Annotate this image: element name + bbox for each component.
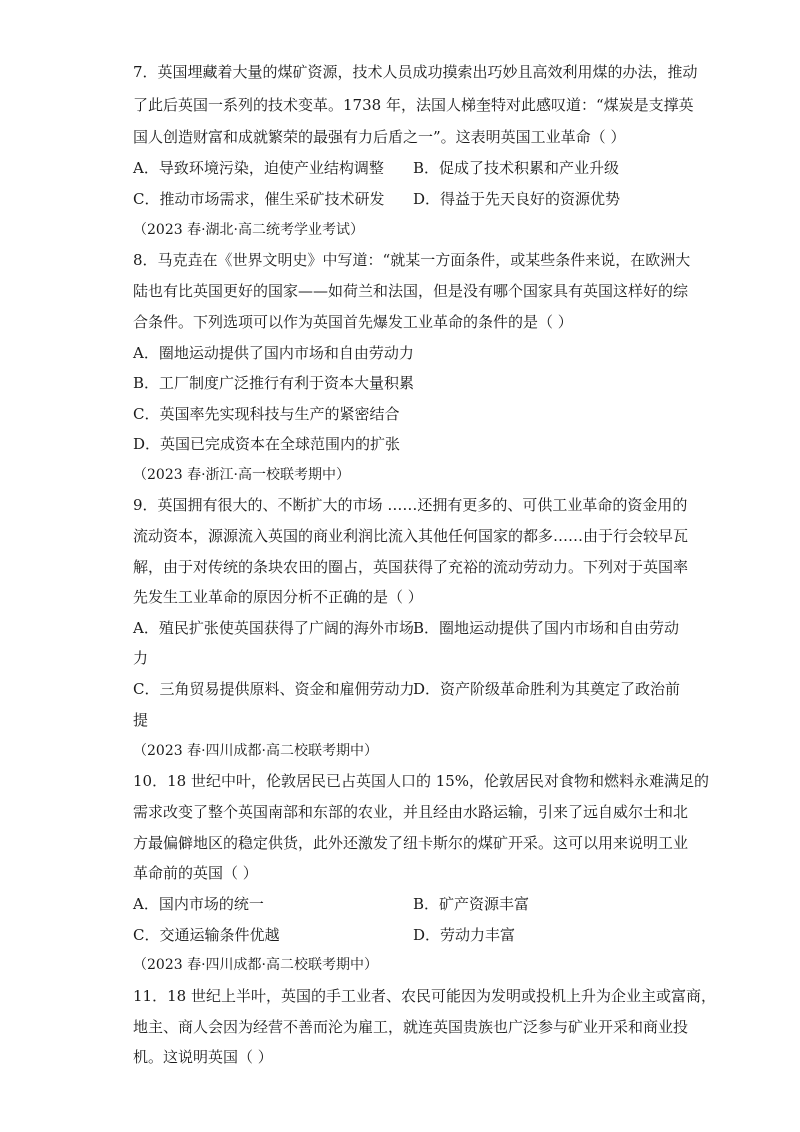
q10-stem-line-4: 革命前的英国（ ） xyxy=(133,864,258,882)
q9-option-a: A．殖民扩张使英国获得了广阔的海外市场 xyxy=(133,619,414,637)
q10-source: （2023 春·四川成都·高二校联考期中） xyxy=(133,743,378,759)
q10-option-b: B．矿产资源丰富 xyxy=(413,895,530,913)
q11-source: （2023 春·四川成都·高二校联考期中） xyxy=(133,957,378,973)
q11-stem-line-2: 地主、商人会因为经营不善而沦为雇工，就连英国贵族也广泛参与矿业开采和商业投 xyxy=(133,1018,689,1036)
q7-option-c: C．推动市场需求，催生采矿技术研发 xyxy=(133,190,385,208)
q7-stem-line-2: 了此后英国一系列的技术变革。1738 年，法国人梯奎特对此感叹道：“煤炭是支撑英 xyxy=(133,96,694,114)
q9-option-b: B．圈地运动提供了国内市场和自由劳动 xyxy=(413,619,680,637)
q8-stem-line-1: 8．马克垚在《世界文明史》中写道：“就某一方面条件，或某些条件来说，在欧洲大 xyxy=(133,251,691,269)
q8-option-a: A．圈地运动提供了国内市场和自由劳动力 xyxy=(133,344,414,362)
q8-stem-line-3: 合条件。下列选项可以作为英国首先爆发工业革命的条件的是（ ） xyxy=(133,313,573,331)
q11-stem-line-3: 机。这说明英国（ ） xyxy=(133,1048,273,1066)
q10-option-c: C．交通运输条件优越 xyxy=(133,926,280,944)
q9-option-d-wrap: 提 xyxy=(133,711,149,729)
q10-option-d: D．劳动力丰富 xyxy=(413,926,516,944)
q7-option-d: D．得益于先天良好的资源优势 xyxy=(413,190,621,208)
q9-stem-line-3: 解，由于对传统的条块农田的圈占，英国获得了充裕的流动劳动力。下列对于英国率 xyxy=(133,558,689,576)
q9-option-c: C．三角贸易提供原料、资金和雇佣劳动力 xyxy=(133,680,415,698)
q8-option-b: B．工厂制度广泛推行有利于资本大量积累 xyxy=(133,374,415,392)
q9-stem-line-4: 先发生工业革命的原因分析不正确的是（ ） xyxy=(133,588,423,606)
q9-stem-line-1: 9．英国拥有很大的、不断扩大的市场 ……还拥有更多的、可供工业革命的资金用的 xyxy=(133,496,688,514)
q10-stem-line-1: 10．18 世纪中叶，伦敦居民已占英国人口的 15%，伦敦居民对食物和燃料永难满足的 xyxy=(133,772,710,790)
q10-option-a: A．国内市场的统一 xyxy=(133,895,264,913)
q8-stem-line-2: 陆也有比英国更好的国家——如荷兰和法国，但是没有哪个国家具有英国这样好的综 xyxy=(133,282,689,300)
q9-stem-line-2: 流动资本，源源流入英国的商业利润比流入其他任何国家的都多……由于行会较早瓦 xyxy=(133,527,689,545)
q11-stem-line-1: 11．18 世纪上半叶，英国的手工业者、农民可能因为发明或投机上升为企业主或富商， xyxy=(133,987,716,1005)
q9-option-b-wrap: 力 xyxy=(133,649,149,667)
q7-stem-line-1: 7．英国埋藏着大量的煤矿资源，技术人员成功摸索出巧妙且高效利用煤的办法，推动 xyxy=(133,63,698,81)
q8-option-c: C．英国率先实现科技与生产的紧密结合 xyxy=(133,405,400,423)
q8-option-d: D．英国已完成资本在全球范围内的扩张 xyxy=(133,435,401,453)
q9-source: （2023 春·浙江·高一校联考期中） xyxy=(133,467,350,483)
q7-option-a: A．导致环境污染，迫使产业结构调整 xyxy=(133,159,384,177)
q7-option-b: B．促成了技术积累和产业升级 xyxy=(413,159,620,177)
q8-source: （2023 春·湖北·高二统考学业考试） xyxy=(133,222,364,238)
q9-option-d: D．资产阶级革命胜利为其奠定了政治前 xyxy=(413,680,681,698)
q10-stem-line-3: 方最偏僻地区的稳定供货，此外还激发了纽卡斯尔的煤矿开采。这可以用来说明工业 xyxy=(133,834,689,852)
q7-stem-line-3: 国人创造财富和成就繁荣的最强有力后盾之一”。这表明英国工业革命（ ） xyxy=(133,128,626,146)
q10-stem-line-2: 需求改变了整个英国南部和东部的农业，并且经由水路运输，引来了远自威尔士和北 xyxy=(133,803,689,821)
